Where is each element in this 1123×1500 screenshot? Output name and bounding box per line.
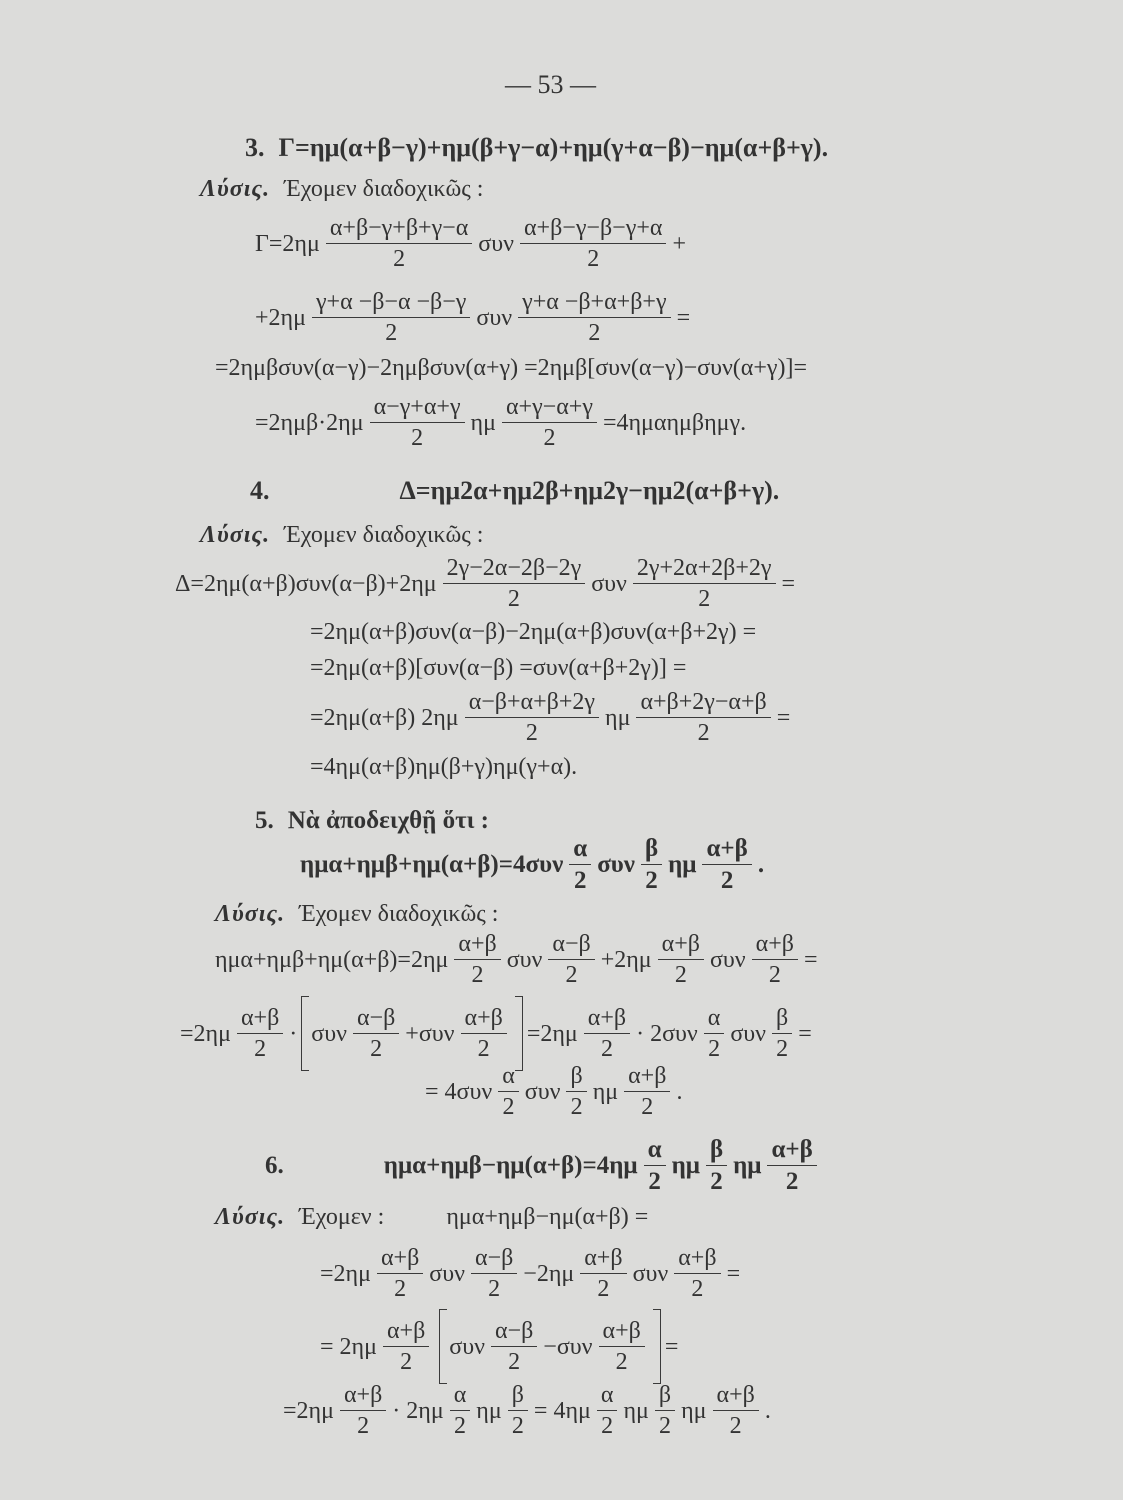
expr: +2ημ [255,304,306,331]
equation-line: =4ημ(α+β)ημ(β+γ)ημ(γ+α). [310,754,578,780]
numerator: γ+α −β+α+β+γ [518,290,670,318]
expr: =2ημβ·2ημ [255,409,364,436]
denominator: 2 [708,1036,721,1062]
expr: + [672,230,686,257]
exercise-5-statement [300,836,764,893]
expr: ημα+ημβ−ημ(α+β)=4ημ [383,1152,638,1179]
fraction [454,932,500,987]
expr: · 2συν [636,1020,698,1047]
expr: =2ημ(α+β) 2ημ [310,704,459,731]
numerator: α [704,1006,725,1034]
expr: = [664,1333,679,1360]
expr: =2ημ [526,1020,578,1047]
fraction [767,1137,816,1194]
denominator: 2 [254,1036,267,1062]
intro-text: Έχομεν διαδοχικῶς : [284,176,484,202]
numerator: β [706,1137,727,1166]
expr: ημ [681,1397,707,1424]
denominator: 2 [570,1094,583,1120]
numerator: α+β+2γ−α+β [636,690,770,718]
numerator: 2γ−2α−2β−2γ [443,556,586,584]
expr: Δ=2ημ(α+β)συν(α−β)+2ημ [175,570,437,597]
expr: =2ημ [283,1397,334,1424]
bracket-group [439,1313,661,1380]
expr: ημ [470,409,496,436]
expr: ημ [668,851,697,878]
fraction [518,290,670,345]
expr: −συν [543,1333,593,1360]
denominator: 2 [698,586,711,612]
numerator: α [644,1137,666,1166]
expr: = 4συν [425,1078,493,1105]
fraction [471,1246,517,1301]
fraction [370,395,465,450]
equation-line [310,690,790,745]
denominator: 2 [543,425,556,451]
denominator: 2 [648,1168,661,1195]
fraction [520,216,666,271]
intro-text: Έχομεν : [299,1204,385,1230]
expr: συν [709,946,746,973]
fraction [340,1383,386,1438]
expr: ημ [592,1078,619,1105]
denominator: 2 [729,1413,742,1439]
numerator: α+β [752,932,798,960]
expr: ημα+ημβ+ημ(α+β)=2ημ [215,946,449,973]
fraction [624,1064,670,1119]
numerator: α+γ−α+γ [502,395,597,423]
equation-line [255,290,690,345]
expr: συν [429,1260,465,1287]
denominator: 2 [768,962,781,988]
denominator: 2 [674,962,687,988]
fraction [312,290,470,345]
denominator: 2 [645,867,658,894]
expr: συν [449,1333,485,1360]
fraction [569,836,591,893]
denominator: 2 [658,1413,671,1439]
fraction [704,1006,725,1061]
numerator: α [569,836,591,865]
solution-label: Λύσις. [215,901,286,927]
denominator: 2 [573,867,587,894]
numerator: α−β [353,1006,399,1034]
denominator: 2 [502,1094,515,1120]
numerator: β [641,836,662,865]
numerator: α+β−γ−β−γ+α [520,216,666,244]
equation-line [425,1064,682,1119]
expr: συν [591,570,627,597]
equation-line [215,932,818,987]
numerator: α+β [713,1383,759,1411]
fraction [450,1383,471,1438]
fraction [772,1006,792,1061]
expr: =2ημ [180,1020,231,1047]
numerator: α+β [237,1006,283,1034]
numerator: α+β [702,836,751,865]
denominator: 2 [471,962,484,988]
denominator: 2 [488,1276,501,1302]
expr: συν [632,1260,669,1287]
fraction [597,1383,618,1438]
fraction [237,1006,283,1061]
numerator: α−β [471,1246,517,1274]
exercise-6-statement [265,1137,823,1194]
fraction [713,1383,759,1438]
denominator: 2 [691,1276,704,1302]
denominator: 2 [776,1036,789,1062]
expr: −2ημ [523,1260,575,1287]
numerator: α [498,1064,519,1092]
denominator: 2 [400,1349,413,1375]
numerator: α+β [767,1137,816,1166]
denominator: 2 [720,867,734,894]
denominator: 2 [597,1276,610,1302]
expr: συν [730,1020,767,1047]
denominator: 2 [587,246,600,272]
numerator: 2γ+2α+2β+2γ [633,556,776,584]
fraction [641,836,662,893]
fraction [644,1137,666,1194]
expr: +συν [405,1020,455,1047]
solution-intro [200,177,483,201]
solution-label: Λύσις. [200,522,271,548]
numerator: β [655,1383,675,1411]
exercise-number: 6. [265,1152,284,1179]
equation-start: ημα+ημβ−ημ(α+β) = [446,1204,649,1230]
expr: = [798,1020,812,1047]
numerator: α+β [599,1319,645,1347]
solution-label: Λύσις. [200,176,271,202]
intro-text: Έχομεν διαδοχικῶς : [284,522,484,548]
exercise-title: Δ=ημ2α+ημ2β+ημ2γ−ημ2(α+β+γ). [399,476,780,505]
numerator: α−β [548,932,594,960]
numerator: α [597,1383,618,1411]
expr: · [289,1020,298,1047]
fraction [658,932,704,987]
denominator: 2 [511,1413,524,1439]
numerator: α+β [658,932,704,960]
fraction [655,1383,675,1438]
fraction [383,1319,429,1374]
expr: συν [597,851,635,878]
fraction [498,1064,519,1119]
page-number: — 53 — [505,70,596,99]
denominator: 2 [615,1349,628,1375]
fraction [508,1383,528,1438]
fraction [599,1319,645,1374]
expr: = [803,946,818,973]
expr: ημ [605,704,631,731]
solution-intro [215,1205,648,1229]
numerator: α+β [454,932,500,960]
exercise-number: 3. [245,133,265,162]
bracket-group [301,1000,523,1067]
fraction [326,216,472,271]
fraction [636,690,770,745]
numerator: α−β [491,1319,537,1347]
denominator: 2 [477,1036,490,1062]
expr: ημ [733,1152,762,1179]
numerator: β [508,1383,528,1411]
equation-line [283,1383,771,1438]
expr: Γ=2ημ [255,230,320,257]
equation-line [255,216,686,271]
fraction [548,932,594,987]
denominator: 2 [393,246,406,272]
expr: = [676,304,691,331]
fraction [353,1006,399,1061]
expr: +2ημ [600,946,652,973]
numerator: γ+α −β−α −β−γ [312,290,470,318]
denominator: 2 [370,1036,383,1062]
fraction [706,1137,727,1194]
expr: ημ [671,1152,700,1179]
denominator: 2 [601,1413,614,1439]
denominator: 2 [710,1168,723,1195]
denominator: 2 [565,962,578,988]
expr: = [776,704,791,731]
denominator: 2 [588,320,601,346]
exercise-5-heading [255,808,489,833]
expr: συν [478,230,514,257]
fraction [461,1006,507,1061]
numerator: α+β−γ+β+γ−α [326,216,472,244]
fraction [502,395,597,450]
fraction [566,1064,586,1119]
denominator: 2 [697,720,710,746]
denominator: 2 [508,1349,521,1375]
equation-line [255,395,746,450]
denominator: 2 [357,1413,370,1439]
numerator: α+β [624,1064,670,1092]
numerator: α+β [584,1006,630,1034]
expr: · 2ημ [392,1397,444,1424]
exercise-3-statement [245,135,828,161]
denominator: 2 [525,720,538,746]
fraction [443,556,586,611]
expr: =2ημ [320,1260,371,1287]
equation-line [175,556,795,611]
expr: = 2ημ [320,1333,377,1360]
numerator: α+β [340,1383,386,1411]
expr: ημ [476,1397,502,1424]
equation-line: =2ημ(α+β)συν(α−β)−2ημ(α+β)συν(α+β+2γ) = [310,619,757,645]
numerator: β [566,1064,586,1092]
numerator: α−β+α+β+2γ [465,690,599,718]
numerator: α+β [461,1006,507,1034]
denominator: 2 [641,1094,654,1120]
expr: = 4ημ [533,1397,591,1424]
numerator: α+β [377,1246,423,1274]
exercise-number: 4. [250,476,270,505]
fraction [465,690,599,745]
denominator: 2 [785,1168,799,1195]
fraction [580,1246,626,1301]
fraction [674,1246,720,1301]
denominator: 2 [385,320,398,346]
expr: ημ [623,1397,649,1424]
exercise-4-statement [250,478,779,504]
solution-intro [215,902,498,926]
expr: . [757,851,765,878]
fraction [377,1246,423,1301]
fraction [702,836,751,893]
equation-line [320,1246,740,1301]
denominator: 2 [600,1036,613,1062]
equation-line [180,1000,812,1067]
numerator: β [772,1006,792,1034]
numerator: α+β [383,1319,429,1347]
exercise-title: Γ=ημ(α+β−γ)+ημ(β+γ−α)+ημ(γ+α−β)−ημ(α+β+γ). [278,133,829,162]
denominator: 2 [453,1413,466,1439]
denominator: 2 [411,425,424,451]
expr: =4ημαημβημγ. [602,409,747,436]
expr: συν [524,1078,561,1105]
numerator: α−γ+α+γ [370,395,465,423]
intro-text: Έχομεν διαδοχικῶς : [299,901,499,927]
fraction [752,932,798,987]
denominator: 2 [394,1276,407,1302]
numerator: α [450,1383,471,1411]
fraction [633,556,776,611]
expr: συν [311,1020,347,1047]
equation-line [320,1313,678,1380]
exercise-heading: Νὰ ἀποδειχθῇ ὅτι : [287,807,489,834]
expr: ημα+ημβ+ημ(α+β)=4συν [300,851,564,878]
expr: . [676,1078,683,1105]
expr: = [781,570,796,597]
solution-intro [200,523,483,547]
solution-label: Λύσις. [215,1204,286,1230]
exercise-number: 5. [255,807,274,834]
fraction [584,1006,630,1061]
equation-line: =2ημβσυν(α−γ)−2ημβσυν(α+γ) =2ημβ[συν(α−γ)−συν(α+γ)]= [215,355,808,381]
expr: συν [506,946,543,973]
fraction [491,1319,537,1374]
numerator: α+β [674,1246,720,1274]
equation-line: =2ημ(α+β)[συν(α−β) =συν(α+β+2γ)] = [310,655,687,681]
expr: = [726,1260,741,1287]
numerator: α+β [580,1246,626,1274]
expr: . [764,1397,771,1424]
denominator: 2 [507,586,520,612]
expr: συν [476,304,513,331]
